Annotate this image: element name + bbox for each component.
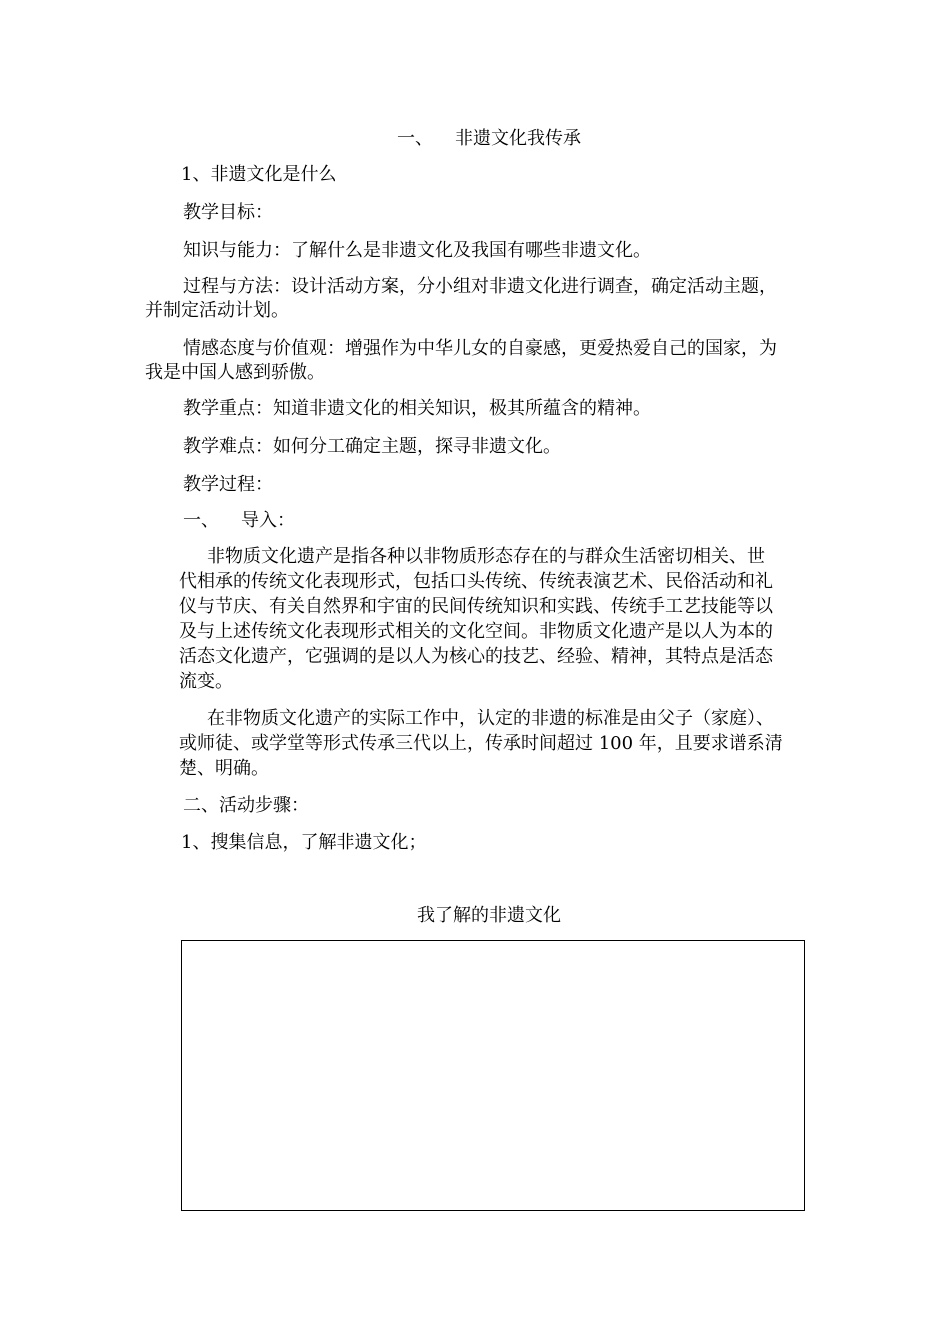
goal-knowledge: 知识与能力：了解什么是非遗文化及我国有哪些非遗文化。 bbox=[183, 240, 651, 261]
steps-heading: 二、活动步骤： bbox=[183, 795, 309, 816]
para2-line: 在非物质文化遗产的实际工作中，认定的非遗的标准是由父子（家庭）、 bbox=[207, 708, 774, 729]
para1-line: 仪与节庆、有关自然界和宇宙的民间传统知识和实践、传统手工艺技能等以 bbox=[179, 596, 773, 617]
intro-number: 一、 bbox=[183, 510, 219, 531]
box-caption: 我了解的非遗文化 bbox=[417, 905, 561, 926]
goal-process-line-1: 过程与方法：设计活动方案，分小组对非遗文化进行调查，确定活动主题， bbox=[183, 276, 777, 297]
para2-line: 或师徒、或学堂等形式传承三代以上，传承时间超过 100 年，且要求谱系清 bbox=[179, 733, 783, 754]
para1-line: 非物质文化遗产是指各种以非物质形态存在的与群众生活密切相关、世 bbox=[207, 546, 765, 567]
para1-line: 代相承的传统文化表现形式，包括口头传统、传统表演艺术、民俗活动和礼 bbox=[179, 571, 773, 592]
document-title bbox=[397, 128, 581, 150]
lesson-title: 1、非遗文化是什么 bbox=[181, 164, 337, 185]
para1-line: 流变。 bbox=[179, 671, 233, 692]
goals-heading: 教学目标： bbox=[183, 202, 273, 223]
goal-emotion-line-1: 情感态度与价值观：增强作为中华儿女的自豪感，更爱热爱自己的国家，为 bbox=[183, 338, 777, 359]
intro-text: 导入： bbox=[241, 510, 295, 531]
para2-line: 楚、明确。 bbox=[179, 758, 269, 779]
step-1: 1、搜集信息，了解非遗文化； bbox=[181, 832, 427, 853]
title-number: 一、 bbox=[397, 128, 433, 149]
teaching-focus: 教学重点：知道非遗文化的相关知识，极其所蕴含的精神。 bbox=[183, 398, 651, 419]
para1-line: 活态文化遗产，它强调的是以人为核心的技艺、经验、精神，其特点是活态 bbox=[179, 646, 773, 667]
teaching-difficulty: 教学难点：如何分工确定主题，探寻非遗文化。 bbox=[183, 436, 561, 457]
goal-process-line-2: 并制定活动计划。 bbox=[145, 300, 289, 321]
intro-heading bbox=[183, 510, 295, 532]
title-text: 非遗文化我传承 bbox=[455, 128, 581, 149]
process-heading: 教学过程： bbox=[183, 474, 273, 495]
answer-box[interactable] bbox=[181, 940, 805, 1211]
goal-emotion-line-2: 我是中国人感到骄傲。 bbox=[145, 362, 325, 383]
para1-line: 及与上述传统文化表现形式相关的文化空间。非物质文化遗产是以人为本的 bbox=[179, 621, 773, 642]
